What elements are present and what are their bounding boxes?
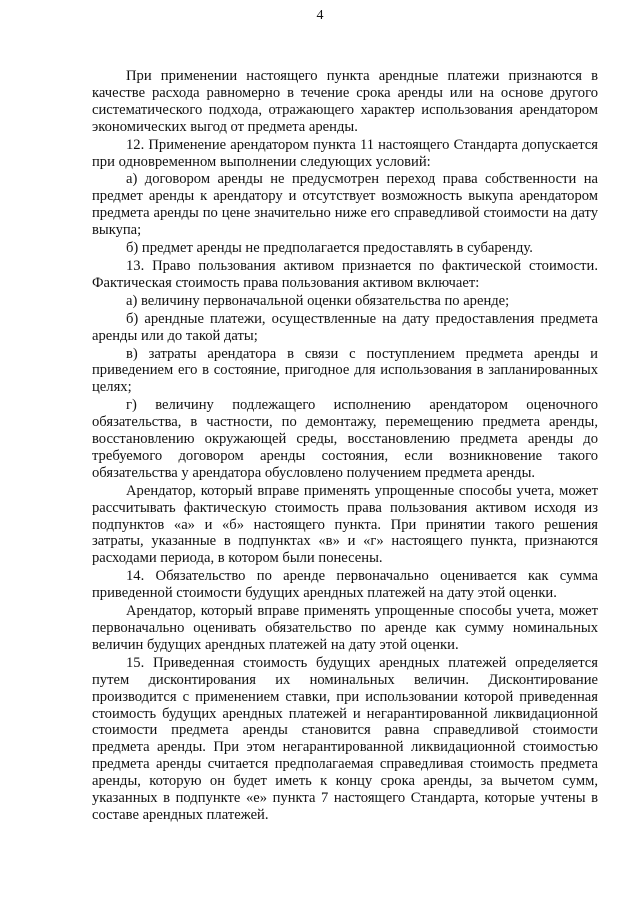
paragraph: Арендатор, который вправе применять упрощенные способы учета, может первоначально оценивать обязательство по аренде как сумму номинальных величин будущих арендных платежей на дату этой оценки. xyxy=(92,603,598,653)
paragraph: 15. Приведенная стоимость будущих арендных платежей определяется путем дисконтирования их номинальных величин. Дисконтирование производится с применением ставки, при использовании которой приведенная стоимость будущих арендных платежей и негарантированной ликвидационной стоимости предмета аренды становится равна справедливой стоимости предмета аренды. При этом негарантированной ликвидационной стоимостью предмета аренды считается предполагаемая справедливая стоимость предмета аренды, которую он будет иметь к концу срока аренды, за вычетом сумм, указанных в подпункте «е» пункта 7 настоящего Стандарта, которые учтены в составе арендных платежей. xyxy=(92,654,598,823)
paragraph: а) договором аренды не предусмотрен переход права собственности на предмет аренды к арендатору и отсутствует возможность выкупа арендатором предмета аренды по цене значительно ниже его справедливой стоимости на дату выкупа; xyxy=(92,171,598,239)
paragraph: в) затраты арендатора в связи с поступлением предмета аренды и приведением его в состояние, пригодное для использования в запланированных целях; xyxy=(92,345,598,396)
paragraph: б) арендные платежи, осуществленные на дату предоставления предмета аренды или до такой даты; xyxy=(92,310,598,344)
paragraph: 14. Обязательство по аренде первоначально оценивается как сумма приведенной стоимости будущих арендных платежей на дату этой оценки. xyxy=(92,568,598,602)
page-number: 4 xyxy=(316,8,324,23)
paragraph: 13. Право пользования активом признается по фактической стоимости. Фактическая стоимость права пользования активом включает: xyxy=(92,257,598,291)
paragraph: а) величину первоначальной оценки обязательства по аренде; xyxy=(126,292,510,309)
paragraph: б) предмет аренды не предполагается предоставлять в субаренду. xyxy=(126,240,533,257)
document-body xyxy=(92,68,598,824)
paragraph: При применении настоящего пункта арендные платежи признаются в качестве расхода равномерно в течение срока аренды или на основе другого систематического подхода, отражающего характер использования арендатором экономических выгод от предмета аренды. xyxy=(92,68,598,135)
paragraph: Арендатор, который вправе применять упрощенные способы учета, может рассчитывать фактическую стоимость права пользования активом исходя из подпунктов «а» и «б» настоящего пункта. При принятии такого решения затраты, указанные в подпунктах «в» и «г» настоящего пункта, признаются расходами периода, в котором были понесены. xyxy=(92,482,598,567)
paragraph: г) величину подлежащего исполнению арендатором оценочного обязательства, в частности, по демонтажу, перемещению предмета аренды, восстановлению окружающей среды, восстановлению предмета аренды до требуемого договором аренды состояния, если возникновение такого обязательства у арендатора обусловлено получением предмета аренды. xyxy=(92,397,598,481)
paragraph: 12. Применение арендатором пункта 11 настоящего Стандарта допускается при одновременном выполнении следующих условий: xyxy=(92,136,598,170)
